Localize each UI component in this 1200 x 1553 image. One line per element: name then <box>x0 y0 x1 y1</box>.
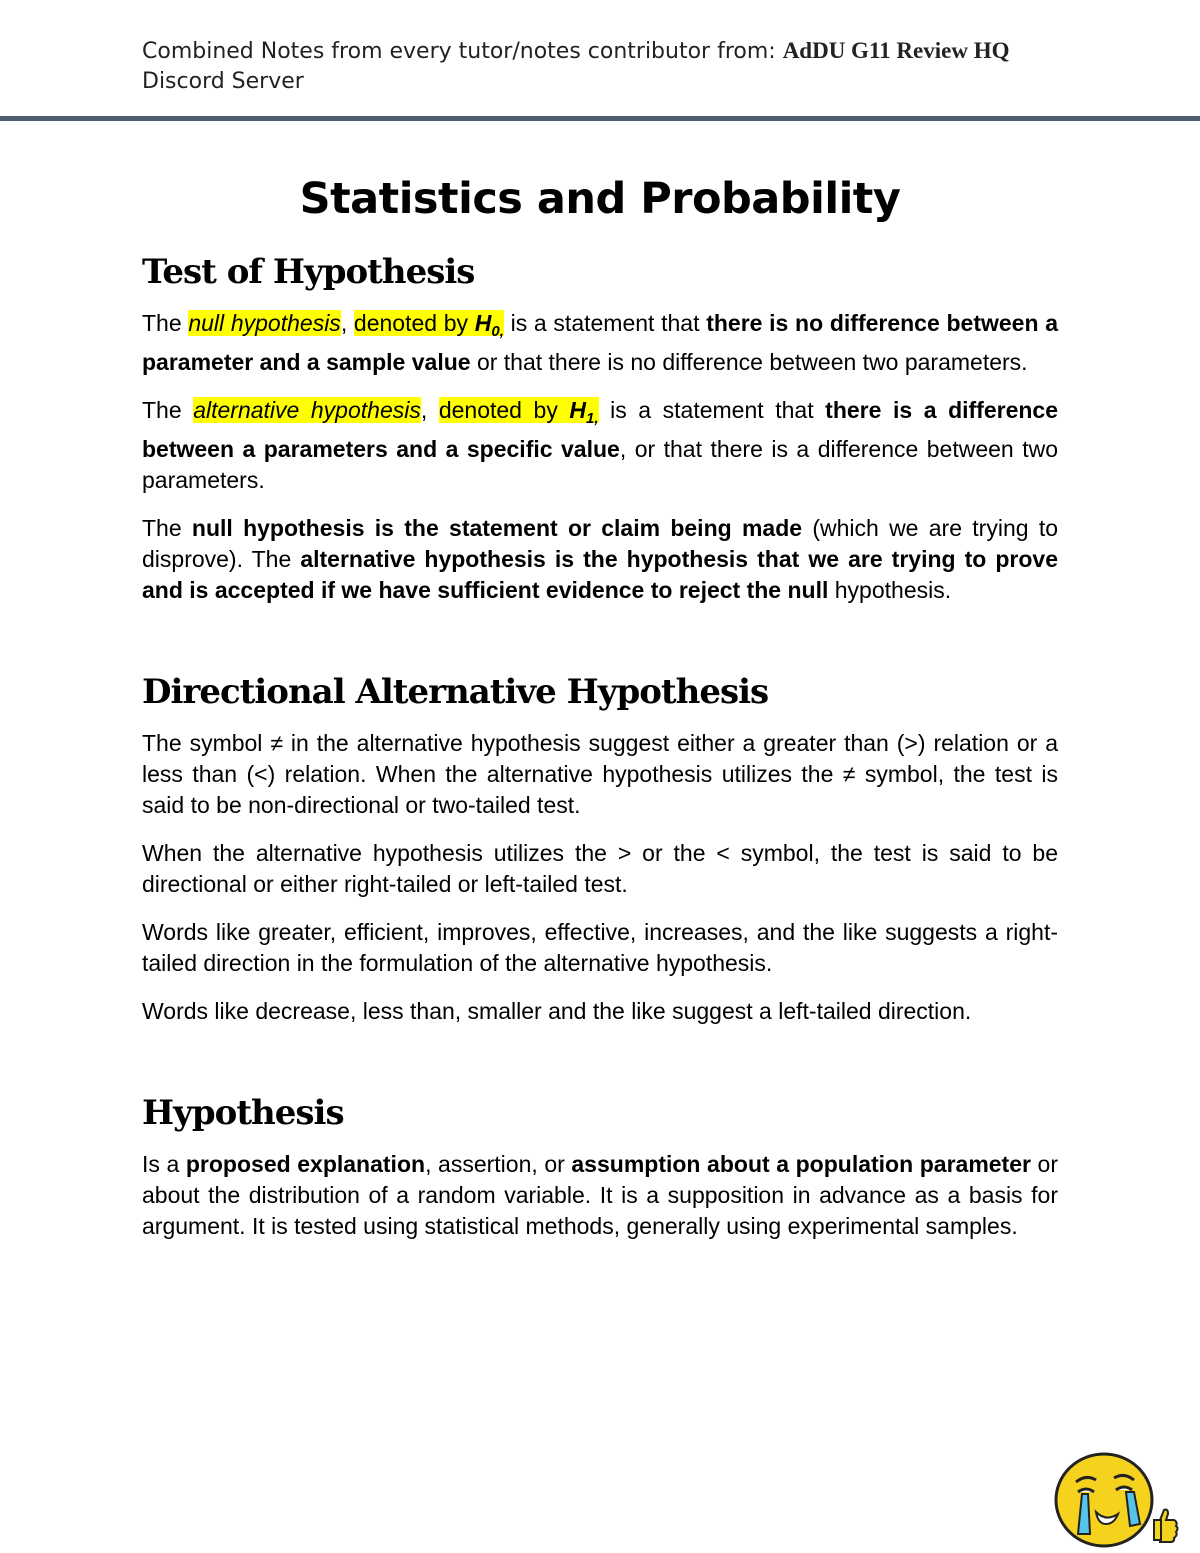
paragraph-null-claim: The null hypothesis is the statement or claim being made (which we are trying to disprove). The alternative hypothesis is the hypothesis that we are trying to prove and is accepted if we have sufficient evidence to reject the null hypothesis. <box>142 515 1058 603</box>
paragraph-hypothesis-definition: Is a proposed explanation, assertion, or assumption about a population parameter or about the distribution of a random variable. It is a supposition in advance as a basis for argument. It is tested using statistical methods, generally using experimental samples. <box>142 1151 1059 1239</box>
header-text-line2: Discord Server <box>142 69 304 94</box>
paragraph-directional-1: The symbol ≠ in the alternative hypothesis suggest either a greater than (>) relation or a less than (<) relation. When the alternative hypothesis utilizes the ≠ symbol, the test is said to be non-directional or two-tailed test. <box>142 730 1058 818</box>
server-name: AdDU G11 Review HQ <box>782 38 1010 63</box>
denoted-h0: denoted by $H_{0,}$ <box>353 310 504 340</box>
section-heading-directional: Directional Alternative Hypothesis <box>142 672 769 712</box>
paragraph-null-hypothesis: The null hypothesis, denoted by $H_{0,}$ is a statement that there is no difference between a parameter and a sample value or that there is no difference between two parameters. <box>142 310 1058 375</box>
section-heading-test-of-hypothesis: Test of Hypothesis <box>142 252 475 292</box>
denoted-h1: denoted by $H_{1,}$ <box>438 397 599 427</box>
document-body <box>142 170 1058 1259</box>
term-alternative-hypothesis: alternative hypothesis <box>193 397 421 423</box>
crying-thumbs-up-emoji-icon <box>1052 1448 1182 1548</box>
header-divider <box>0 116 1200 121</box>
paragraph-directional-4: Words like decrease, less than, smaller and the like suggest a left-tailed direction. <box>142 998 972 1024</box>
page-title: Statistics and Probability <box>299 174 901 224</box>
paragraph-alternative-hypothesis: The alternative hypothesis, denoted by $H_{1,}$ is a statement that there is a difference between a parameters and a specific value, or that there is a difference between two parameters. <box>142 397 1059 493</box>
section-heading-hypothesis: Hypothesis <box>142 1093 344 1133</box>
term-null-hypothesis: null hypothesis <box>188 310 341 336</box>
header-text: Combined Notes from every tutor/notes contributor from: <box>142 39 783 64</box>
paragraph-directional-2: When the alternative hypothesis utilizes the > or the < symbol, the test is said to be directional or either right-tailed or left-tailed test. <box>142 840 1058 897</box>
page-header <box>142 36 1102 97</box>
paragraph-directional-3: Words like greater, efficient, improves, effective, increases, and the like suggests a right-tailed direction in the formulation of the alternative hypothesis. <box>142 919 1058 976</box>
